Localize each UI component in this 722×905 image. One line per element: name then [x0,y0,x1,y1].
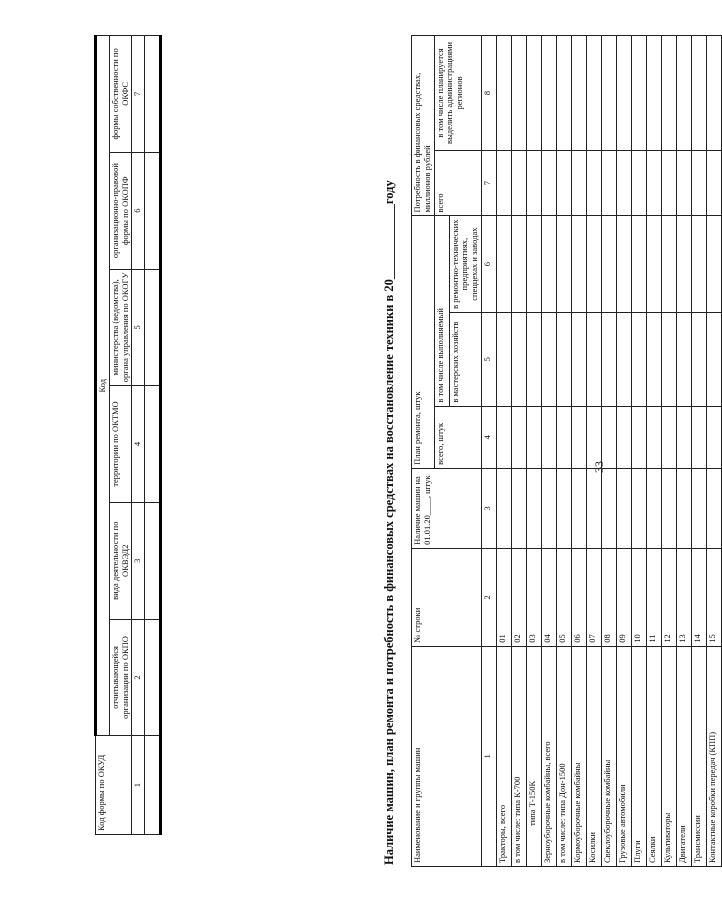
machine-name: Контактные коробки передач (КПП) [706,646,721,866]
value-cell[interactable] [691,312,706,406]
code-col-number: 2 [132,619,145,736]
machine-name: Косилки [586,646,601,866]
code-col-number: 5 [132,269,145,386]
machine-name: Двигатели [676,646,691,866]
value-cell[interactable] [556,312,571,406]
row-number: 07 [586,548,601,646]
okogu-header: министерства (ведомства), органа управления по ОКОГУ [109,269,132,386]
oktmo-header: территории по ОКТМО [109,386,132,503]
row-number: 12 [661,548,676,646]
value-cell[interactable] [586,36,601,151]
value-cell[interactable] [616,216,631,312]
value-cell[interactable] [526,150,541,216]
value-cell[interactable] [691,406,706,468]
okfs-header: формы собственности по ОКФС [109,36,132,153]
value-cell[interactable] [691,150,706,216]
value-cell[interactable] [601,312,616,406]
col-number: 3 [481,468,496,548]
code-value-cell[interactable] [145,502,161,619]
enterprises-header: в ремонтно-технических предприятиях, спеццехах и заводах [449,216,481,312]
value-cell[interactable] [511,36,526,151]
value-cell[interactable] [706,468,721,548]
value-cell[interactable] [586,468,601,548]
code-value-cell[interactable] [145,386,161,503]
value-cell[interactable] [646,150,661,216]
form-code-header: Код формы по ОКУД [96,736,132,835]
value-cell[interactable] [676,36,691,151]
value-cell[interactable] [631,312,646,406]
value-cell[interactable] [496,150,511,216]
row-number: 09 [616,548,631,646]
value-cell[interactable] [571,468,586,548]
code-col-number: 4 [132,386,145,503]
available-header: Наличие машин на 01.01.20____, штук [412,468,482,548]
okved-header: вида деятельности по ОКВЭД2 [109,502,132,619]
value-cell[interactable] [706,216,721,312]
value-cell[interactable] [676,406,691,468]
form-code-table [94,35,162,835]
value-cell[interactable] [586,312,601,406]
row-number: 11 [646,548,661,646]
value-cell[interactable] [706,36,721,151]
value-cell[interactable] [691,36,706,151]
code-value-cell[interactable] [145,152,161,269]
value-cell[interactable] [646,216,661,312]
code-value-cell[interactable] [145,619,161,736]
col-number: 7 [481,150,496,216]
code-col-number: 3 [132,502,145,619]
value-cell[interactable] [496,216,511,312]
value-cell[interactable] [706,150,721,216]
value-cell[interactable] [631,150,646,216]
row-number: 06 [571,548,586,646]
table-row [676,36,691,867]
table-row [616,36,631,867]
row-no-header: № строки [412,548,482,646]
value-cell[interactable] [571,406,586,468]
code-value-cell[interactable] [145,269,161,386]
code-value-cell[interactable] [145,736,161,835]
value-cell[interactable] [541,216,556,312]
row-number: 10 [631,548,646,646]
value-cell[interactable] [616,36,631,151]
machine-name: в том числе: типа Дон-1500 [556,646,571,866]
col-number: 5 [481,312,496,406]
value-cell[interactable] [661,150,676,216]
table-row [496,36,511,867]
page-number: 33 [592,461,606,473]
value-cell[interactable] [511,312,526,406]
repair-total-header: всего, штук [434,406,481,468]
machines-table [411,35,722,867]
value-cell[interactable] [661,406,676,468]
col-number: 2 [481,548,496,646]
code-header: Код [96,36,110,736]
value-cell[interactable] [541,36,556,151]
value-cell[interactable] [631,406,646,468]
value-cell[interactable] [676,150,691,216]
machine-name: типа Т-150К [526,646,541,866]
table-row [661,36,676,867]
table-row [556,36,571,867]
row-number: 13 [676,548,691,646]
value-cell[interactable] [676,216,691,312]
value-cell[interactable] [706,406,721,468]
value-cell[interactable] [601,150,616,216]
machine-name: Кормоуборочные комбайны [571,646,586,866]
row-number: 01 [496,548,511,646]
value-cell[interactable] [526,36,541,151]
row-number: 03 [526,548,541,646]
value-cell[interactable] [556,406,571,468]
value-cell[interactable] [571,150,586,216]
finance-need-header: Потребность в финансовых средствах, миллионов рублей [412,36,435,216]
value-cell[interactable] [526,216,541,312]
value-cell[interactable] [601,468,616,548]
value-cell[interactable] [496,312,511,406]
finance-total-header: всего [434,150,481,216]
machine-name: в том числе: типа К-700 [511,646,526,866]
table-row [601,36,616,867]
value-cell[interactable] [556,150,571,216]
value-cell[interactable] [601,406,616,468]
col-number: 6 [481,216,496,312]
value-cell[interactable] [496,406,511,468]
value-cell[interactable] [496,468,511,548]
value-cell[interactable] [631,216,646,312]
value-cell[interactable] [556,468,571,548]
value-cell[interactable] [676,468,691,548]
row-number: 04 [541,548,556,646]
table-row [511,36,526,867]
value-cell[interactable] [541,312,556,406]
value-cell[interactable] [661,36,676,151]
value-cell[interactable] [571,216,586,312]
col-number: 4 [481,406,496,468]
table-row [526,36,541,867]
value-cell[interactable] [646,406,661,468]
value-cell[interactable] [616,406,631,468]
repair-plan-header: План ремонта, штук [412,216,435,468]
value-cell[interactable] [511,216,526,312]
table-row [706,36,721,867]
finance-incl-header: в том числе планируется выделить администрациями регионов [434,36,481,151]
value-cell[interactable] [616,468,631,548]
col-number: 8 [481,36,496,151]
value-cell[interactable] [526,468,541,548]
value-cell[interactable] [541,406,556,468]
code-col-number: 1 [132,736,145,835]
row-number: 15 [706,548,721,646]
value-cell[interactable] [511,150,526,216]
row-number: 02 [511,548,526,646]
value-cell[interactable] [586,216,601,312]
value-cell[interactable] [661,468,676,548]
name-header: Наименование и группы машин [412,646,482,866]
value-cell[interactable] [526,312,541,406]
table-row [571,36,586,867]
row-number: 14 [691,548,706,646]
value-cell[interactable] [646,468,661,548]
workshops-header: в мастерских хозяйств [449,312,481,406]
value-cell[interactable] [661,216,676,312]
value-cell[interactable] [556,36,571,151]
okopf-header: организационно-правовой формы по ОКОПФ [109,152,132,269]
table-row [586,36,601,867]
machine-name: Сеялки [646,646,661,866]
value-cell[interactable] [601,36,616,151]
machine-name: Культиваторы [661,646,676,866]
value-cell[interactable] [661,312,676,406]
value-cell[interactable] [646,312,661,406]
value-cell[interactable] [586,406,601,468]
machine-name: Трансмиссии [691,646,706,866]
code-col-number: 6 [132,152,145,269]
value-cell[interactable] [631,468,646,548]
row-number: 08 [601,548,616,646]
value-cell[interactable] [631,36,646,151]
okpo-header: отчитывающейся организации по ОКПО [109,619,132,736]
machine-name: Зерноуборочные комбайны, всего [541,646,556,866]
col-number: 1 [481,646,496,866]
value-cell[interactable] [541,468,556,548]
code-value-cell[interactable] [145,36,161,153]
machine-name: Грузовые автомобили [616,646,631,866]
value-cell[interactable] [616,150,631,216]
incl-performed-header: в том числе выполняемый [434,216,449,406]
value-cell[interactable] [511,406,526,468]
value-cell[interactable] [526,406,541,468]
table-row [691,36,706,867]
value-cell[interactable] [541,150,556,216]
value-cell[interactable] [676,312,691,406]
machine-name: Тракторы, всего [496,646,511,866]
code-col-number: 7 [132,36,145,153]
value-cell[interactable] [586,150,601,216]
value-cell[interactable] [496,36,511,151]
value-cell[interactable] [601,216,616,312]
section-title: Наличие машин, план ремонта и потребность в финансовых средствах на восстановление техники в 20____________году [382,180,396,865]
value-cell[interactable] [616,312,631,406]
value-cell[interactable] [646,36,661,151]
value-cell[interactable] [571,36,586,151]
value-cell[interactable] [556,216,571,312]
machine-name: Свеклоуборочные комбайны [601,646,616,866]
value-cell[interactable] [571,312,586,406]
table-row [631,36,646,867]
table-row [646,36,661,867]
machine-name: Плуги [631,646,646,866]
value-cell[interactable] [691,468,706,548]
value-cell[interactable] [691,216,706,312]
value-cell[interactable] [511,468,526,548]
value-cell[interactable] [706,312,721,406]
table-row [541,36,556,867]
row-number: 05 [556,548,571,646]
